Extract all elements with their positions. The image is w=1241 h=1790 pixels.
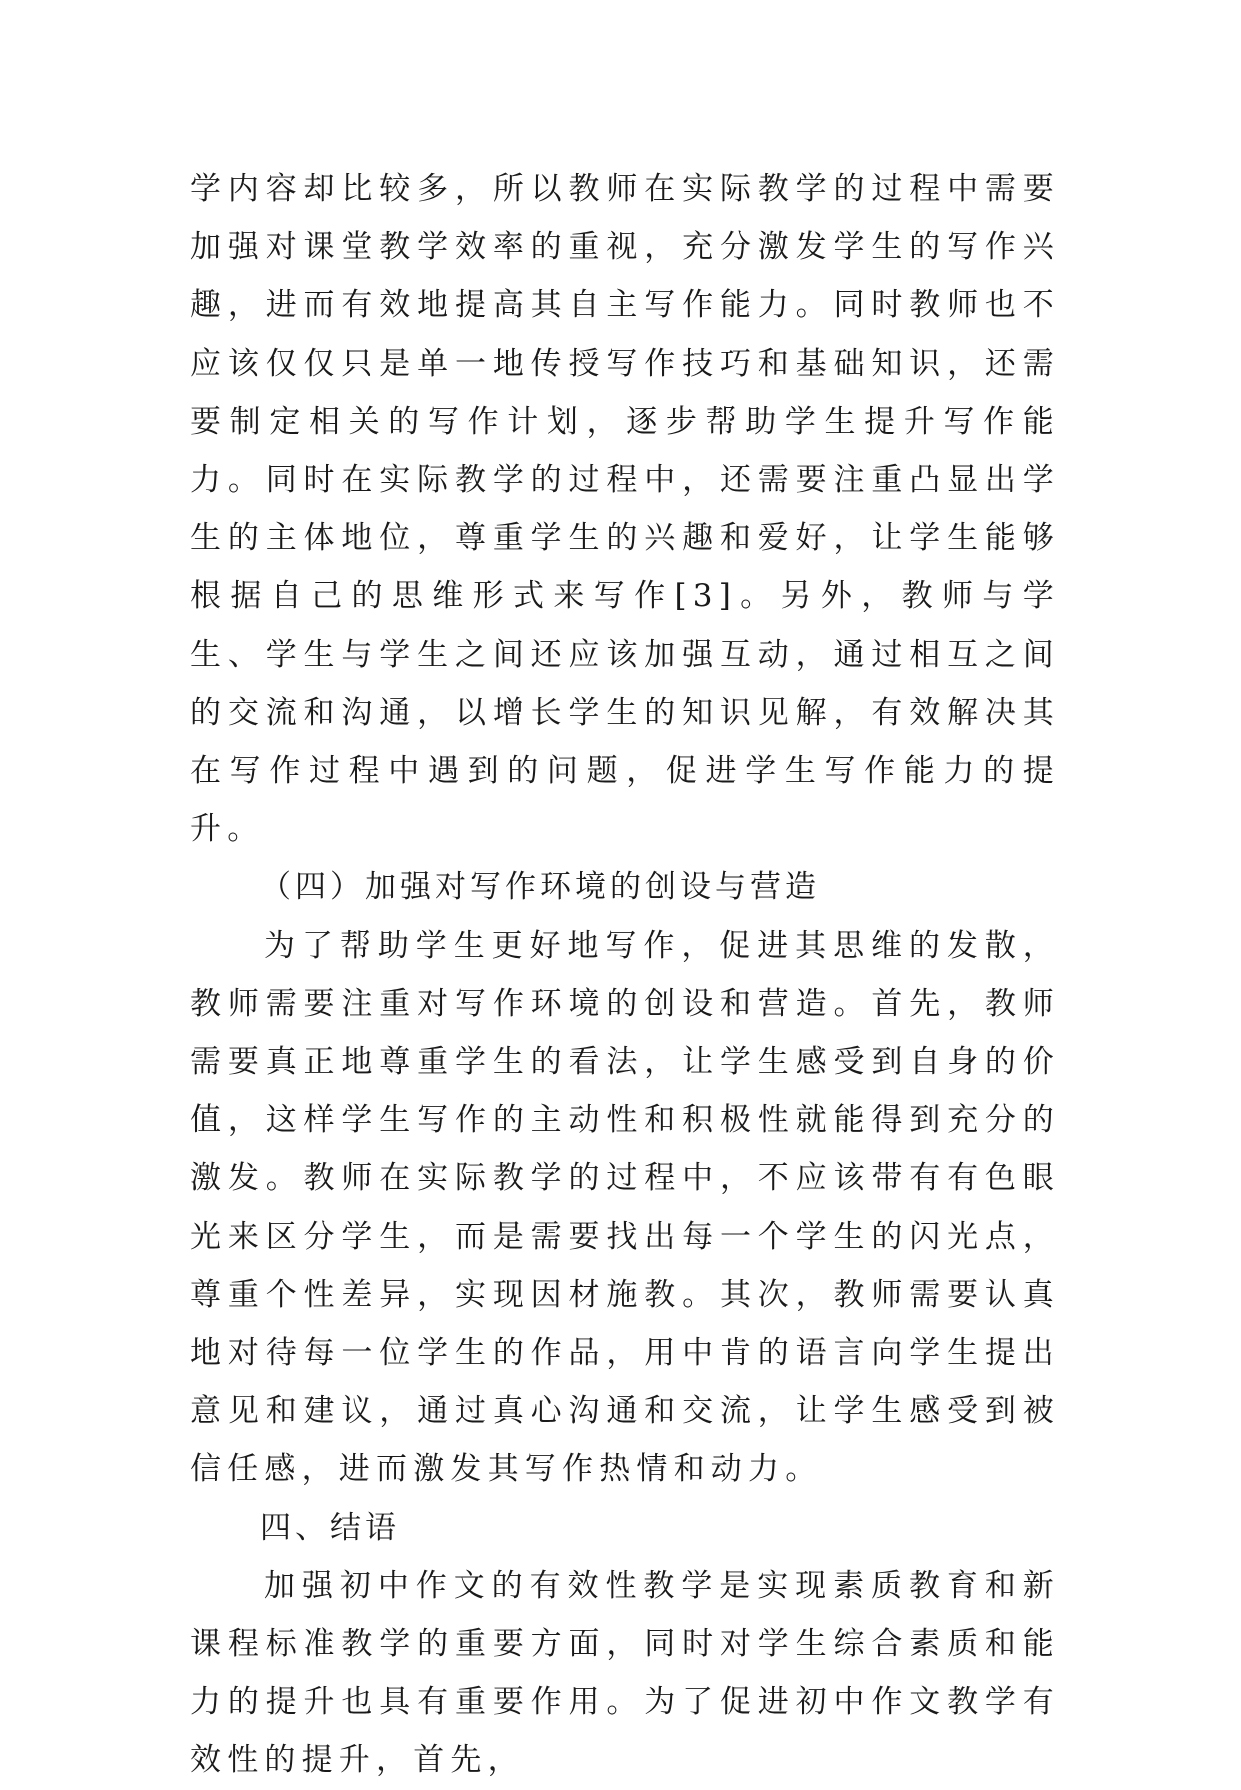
section-heading-four-sub: （四）加强对写作环境的创设与营造: [260, 869, 820, 906]
paragraph-writing-environment: 为了帮助学生更好地写作，促进其思维的发散，教师需要注重对写作环境的创设和营造。首先，教师需要真正地尊重学生的看法，让学生感受到自身的价值，这样学生写作的主动性和积极性就能得到充分的激发。教师在实际教学的过程中，不应该带有有色眼光来区分学生，而是需要找出每一个学生的闪光点，尊重个性差异，实现因材施教。其次，教师需要认真地对待每一位学生的作品，用中肯的语言向学生提出意见和建议，通过真心沟通和交流，让学生感受到被信任感，进而激发其写作热情和动力。: [190, 927, 1060, 1488]
paragraph-continuation: 学内容却比较多，所以教师在实际教学的过程中需要加强对课堂教学效率的重视，充分激发学生的写作兴趣，进而有效地提高其自主写作能力。同时教师也不应该仅仅只是单一地传授写作技巧和基础知识，还需要制定相关的写作计划，逐步帮助学生提升写作能力。同时在实际教学的过程中，还需要注重凸显出学生的主体地位，尊重学生的兴趣和爱好，让学生能够根据自己的思维形式来写作[3]。另外，教师与学生、学生与学生之间还应该加强互动，通过相互之间的交流和沟通，以增长学生的知识见解，有效解决其在写作过程中遇到的问题，促进学生写作能力的提升。: [190, 171, 1060, 848]
paragraph-conclusion: 加强初中作文的有效性教学是实现素质教育和新课程标准教学的重要方面，同时对学生综合素质和能力的提升也具有重要作用。为了促进初中作文教学有效性的提升，首先，: [190, 1567, 1060, 1779]
section-heading-conclusion: 四、结语: [260, 1509, 400, 1546]
document-page: [190, 160, 1060, 1790]
